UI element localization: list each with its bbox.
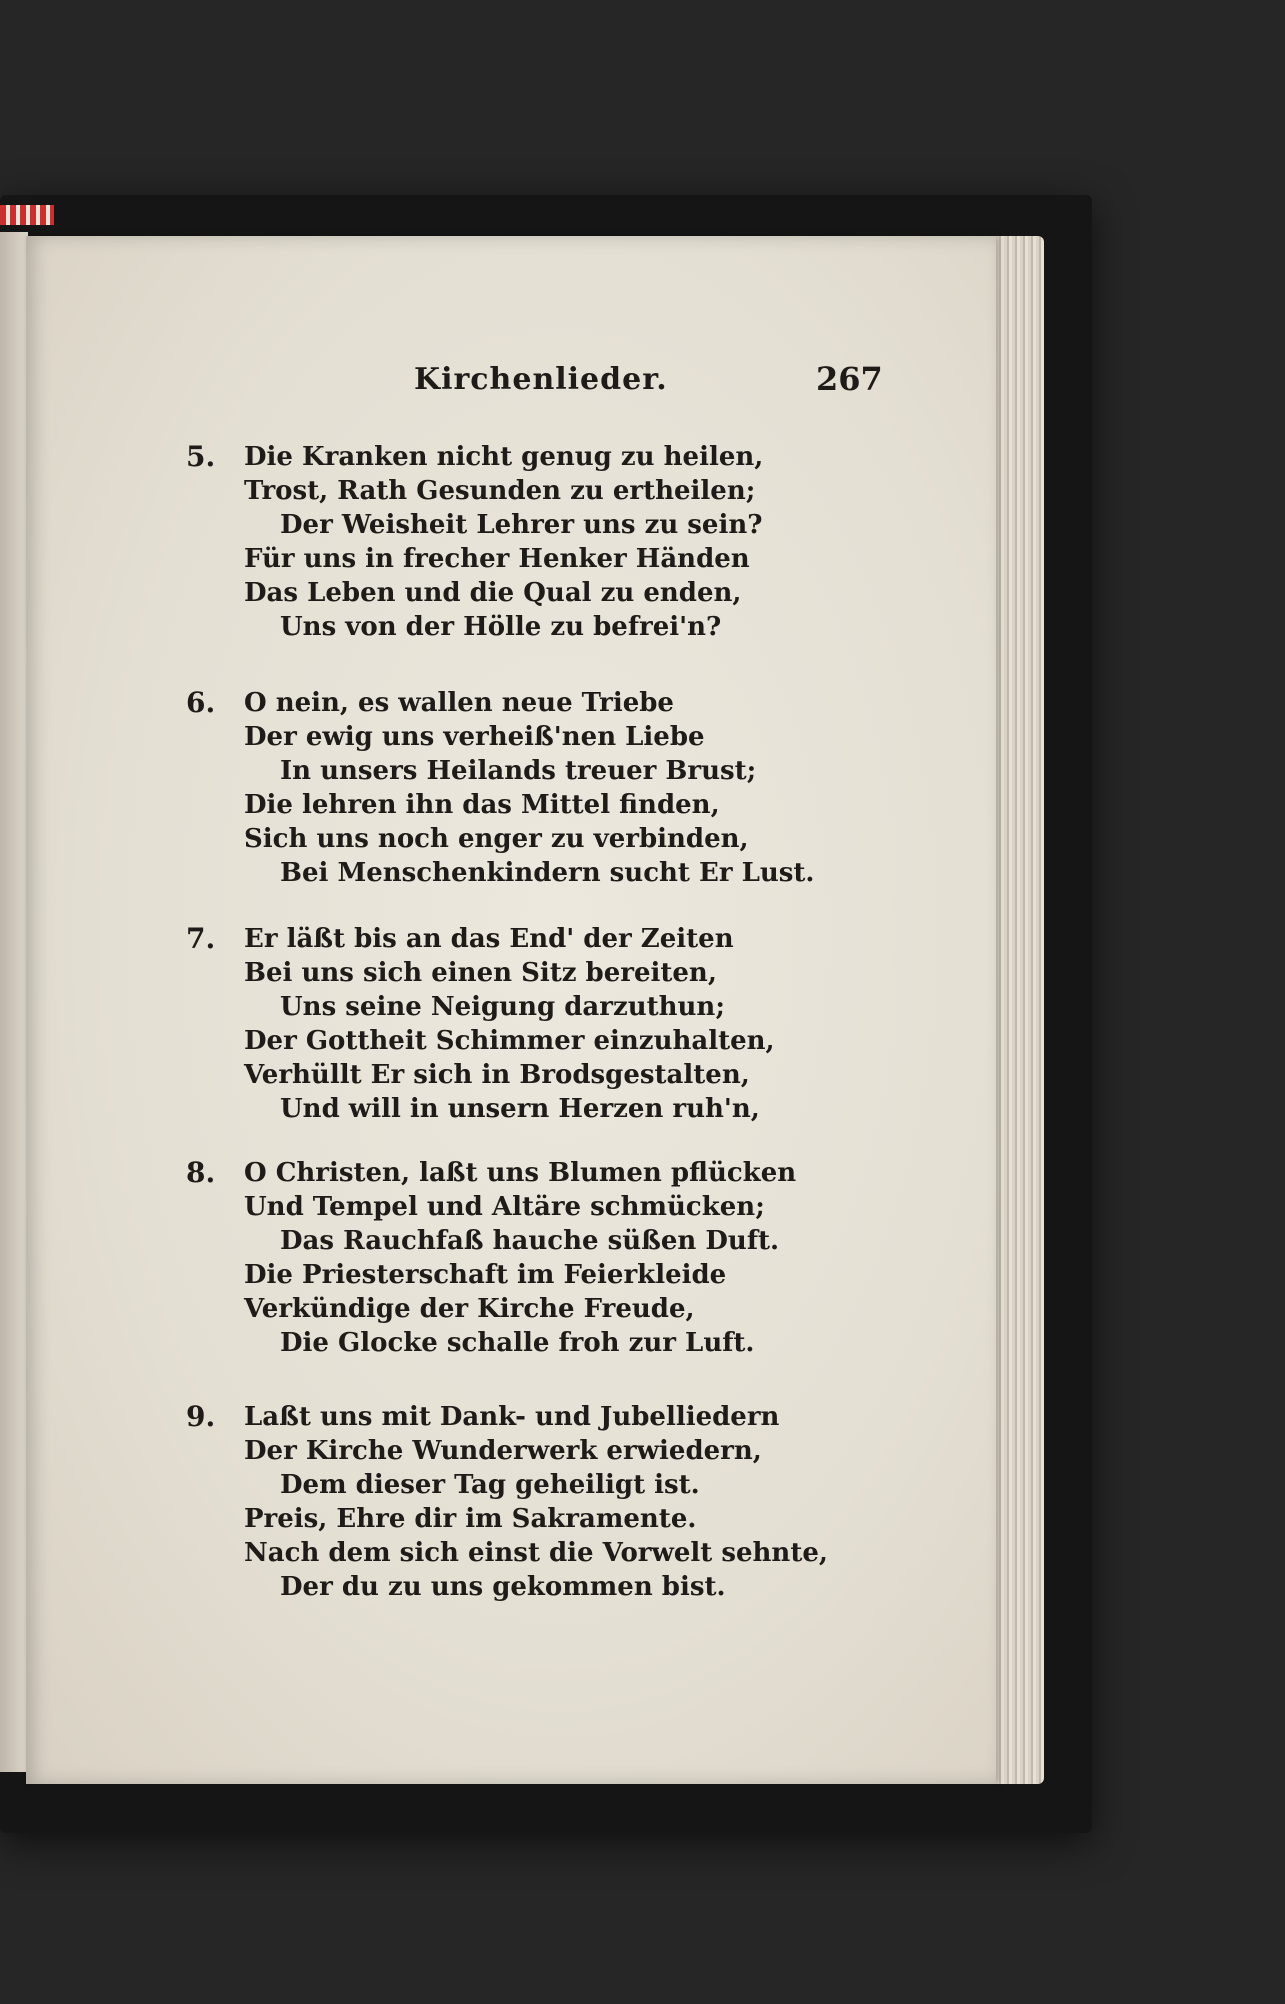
verse-line: Dem dieser Tag geheiligt ist. <box>280 1470 700 1500</box>
verse-line: Bei uns sich einen Sitz bereiten, <box>244 958 717 988</box>
verse-line: Uns von der Hölle zu befrei'n? <box>280 612 722 642</box>
running-header-title: Kirchenlieder. <box>414 362 668 397</box>
verse-line: Der Weisheit Lehrer uns zu sein? <box>280 510 763 540</box>
bookmark-ribbon <box>0 205 54 225</box>
verse-line: Das Rauchfaß hauche süßen Duft. <box>280 1226 780 1256</box>
verse-line: Verkündige der Kirche Freude, <box>244 1294 695 1324</box>
verse-line: Die lehren ihn das Mittel finden, <box>244 790 720 820</box>
verse-line: Der Gottheit Schimmer einzuhalten, <box>244 1026 775 1056</box>
verse-line: Und Tempel und Altäre schmücken; <box>244 1192 765 1222</box>
verse-line: In unsers Heilands treuer Brust; <box>280 756 757 786</box>
verse-line: Der Kirche Wunderwerk erwiedern, <box>244 1436 762 1466</box>
verse-line: Und will in unsern Herzen ruh'n, <box>280 1094 760 1124</box>
verse-line: Verhüllt Er sich in Brodsgestalten, <box>244 1060 750 1090</box>
verse-line: Die Priesterschaft im Feierkleide <box>244 1260 727 1290</box>
stanza-number: 8. <box>186 1156 216 1189</box>
verse-line: Sich uns noch enger zu verbinden, <box>244 824 749 854</box>
verse-line: Er läßt bis an das End' der Zeiten <box>244 924 734 954</box>
verse-line: Laßt uns mit Dank- und Jubelliedern <box>244 1402 780 1432</box>
verse-line: Uns seine Neigung darzuthun; <box>280 992 725 1022</box>
stanza-number: 9. <box>186 1400 216 1433</box>
verse-line: Der du zu uns gekommen bist. <box>280 1572 726 1602</box>
stanza-number: 7. <box>186 922 216 955</box>
verse-line: Trost, Rath Gesunden zu ertheilen; <box>244 476 756 506</box>
verse-line: Nach dem sich einst die Vorwelt sehnte, <box>244 1538 828 1568</box>
verse-line: Das Leben und die Qual zu enden, <box>244 578 742 608</box>
verse-line: Bei Menschenkindern sucht Er Lust. <box>280 858 815 888</box>
verse-line: O Christen, laßt uns Blumen pflücken <box>244 1158 797 1188</box>
stanza-number: 5. <box>186 440 216 473</box>
verse-line: Die Glocke schalle froh zur Luft. <box>280 1328 755 1358</box>
stanza-number: 6. <box>186 686 216 719</box>
verse-line: O nein, es wallen neue Triebe <box>244 688 674 718</box>
verse-line: Der ewig uns verheiß'nen Liebe <box>244 722 705 752</box>
verse-line: Preis, Ehre dir im Sakramente. <box>244 1504 697 1534</box>
verse-line: Die Kranken nicht genug zu heilen, <box>244 442 764 472</box>
verse-line: Für uns in frecher Henker Händen <box>244 544 750 574</box>
page-number: 267 <box>816 360 883 398</box>
left-page-edge <box>0 232 28 1772</box>
